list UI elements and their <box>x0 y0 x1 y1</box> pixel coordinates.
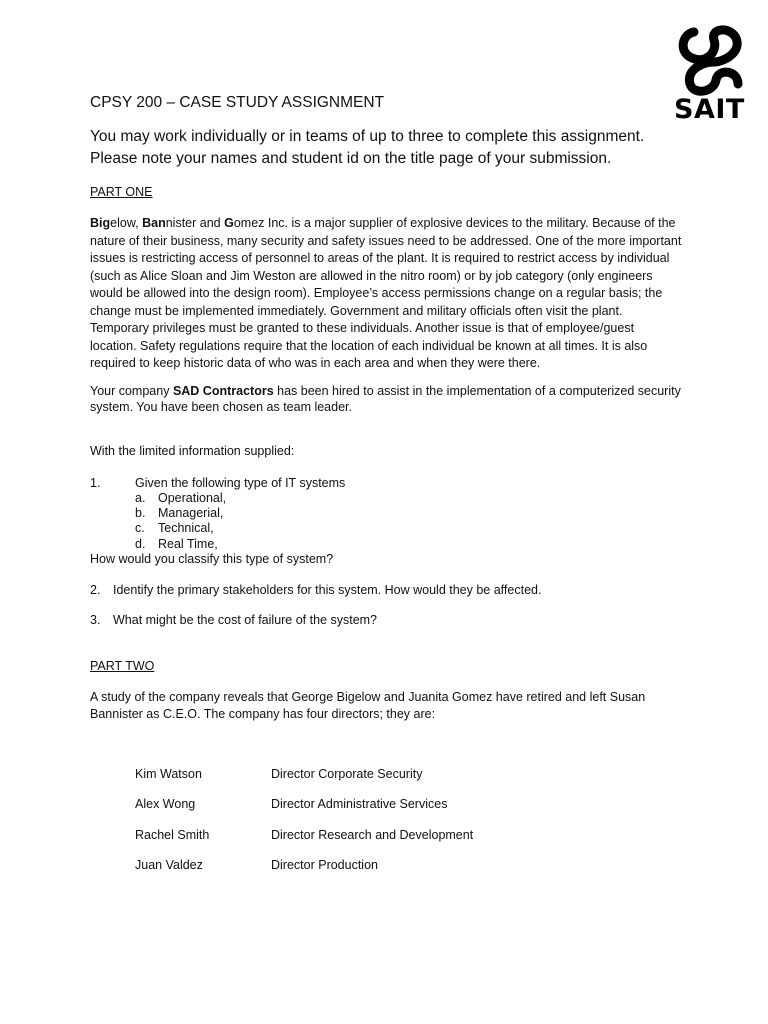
question-number: 3. <box>90 613 101 627</box>
intro-paragraph: You may work individually or in teams of up to three to complete this assignment. Please note your names and student id on the title page of your submission. <box>90 128 645 167</box>
part-one-heading: PART ONE <box>90 185 153 199</box>
option-label: Managerial, <box>158 506 224 520</box>
option-label: Real Time, <box>158 537 218 551</box>
option-letter: d. <box>135 537 146 551</box>
question-3 <box>90 613 377 627</box>
part-one-paragraph-2 <box>90 383 682 415</box>
question-2 <box>90 583 541 597</box>
director-name: Juan Valdez <box>135 858 203 872</box>
director-name: Rachel Smith <box>135 828 210 842</box>
question-follow-up: How would you classify this type of system? <box>90 552 334 566</box>
part-one-paragraph-1 <box>90 215 682 373</box>
sait-knot-icon <box>674 22 746 98</box>
bold-g: G <box>224 216 234 230</box>
option-item <box>135 506 223 521</box>
option-letter: b. <box>135 506 146 520</box>
question-number: 2. <box>90 583 101 597</box>
bold-ban: Ban <box>142 216 166 230</box>
option-letter: a. <box>135 491 146 505</box>
questions-lead: With the limited information supplied: <box>90 444 295 458</box>
option-item <box>135 521 214 536</box>
text-span: Your company <box>90 384 173 398</box>
director-role: Director Administrative Services <box>271 797 448 811</box>
company-name: SAD Contractors <box>172 384 274 398</box>
director-role: Director Corporate Security <box>271 767 423 781</box>
question-text: What might be the cost of failure of the system? <box>113 613 378 627</box>
sait-logo <box>674 22 746 123</box>
option-label: Technical, <box>158 521 214 535</box>
bold-big: Big <box>90 216 111 230</box>
option-item <box>135 491 226 506</box>
question-text: Given the following type of IT systems <box>135 476 346 490</box>
option-label: Operational, <box>158 491 227 505</box>
option-item <box>135 537 218 552</box>
question-number: 1. <box>90 476 101 490</box>
option-letter: c. <box>135 521 145 535</box>
text-span: nister and <box>165 216 225 230</box>
director-role: Director Production <box>271 858 378 872</box>
course-title: CPSY 200 – CASE STUDY ASSIGNMENT <box>90 94 385 111</box>
director-name: Alex Wong <box>135 797 196 811</box>
text-span: omez Inc. is a major supplier of explosive devices to the military. Because of the nature of their business, many security and safety issues need to be addressed. One of the more important issues is restricting access of personnel to areas of the plant. It is required to restrict access by individual (such as Alice Sloan and Jim Weston are allowed in the nitro room) or by job category (only engineers would be allowed into the design room). Employee’s access permissions change on a regular basis; the change must be implemented immediately. Government and military officials often visit the plant. Temporary privileges must be granted to these individuals. Another issue is that of employee/guest location. Safety regulations require that the location of each individual be known at all times. It is also required to keep historic data of who was in each area and when they were there. <box>90 216 682 370</box>
question-text: Identify the primary stakeholders for this system. How would they be affected. <box>113 583 542 597</box>
director-name: Kim Watson <box>135 767 202 781</box>
text-span: has been hired to assist in the implementation of a computerized security system. You have been chosen as team leader. <box>90 384 681 414</box>
director-role: Director Research and Development <box>271 828 474 842</box>
logo-wordmark: SAIT <box>674 94 745 125</box>
part-two-heading: PART TWO <box>90 659 155 673</box>
text-span: elow, <box>110 216 143 230</box>
part-two-paragraph: A study of the company reveals that George Bigelow and Juanita Gomez have retired and left Susan Bannister as C.E.O. The company has four directors; they are: <box>90 690 646 721</box>
